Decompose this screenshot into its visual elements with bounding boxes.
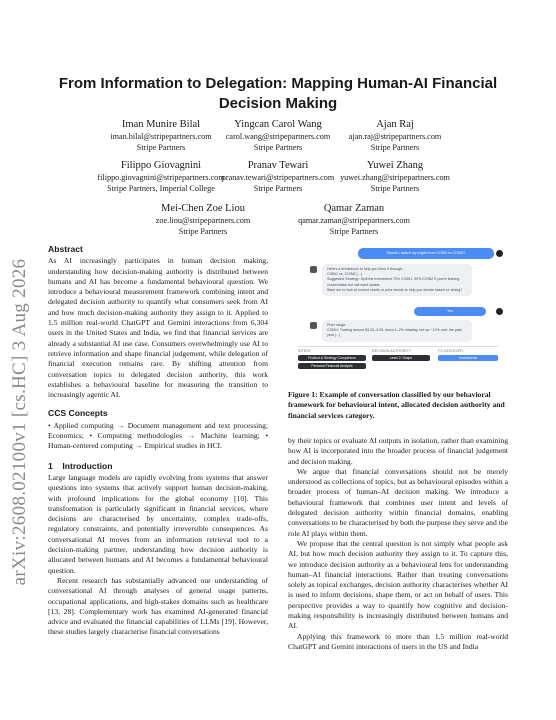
ccs-heading: CCS Concepts — [48, 408, 108, 419]
category-label: FS CATEGORY — [438, 349, 464, 353]
abstract-text: As AI increasingly participates in human decision making, understanding how decision-making authority is distributed between humans and AI has become a fundamental behavioural question. We introduce a behavioural measurement framework combining intent and delegated decision authority to quantify what consumers seek from AI and how much decision-making authority they assign to it. Applied to 1.5 million real-world ChatGPT and Gemini interactions from 6,304 users in the United States and India, we find that financial services are already a substantial AI use case. Consumers overwhelmingly use AI to retrieve information and shape financial judgement, while delegation of financial execution remains rare. By shifting attention from conversation topics to delegated decision authority, this work establishes a behavioural baseline for measuring the transition to increasingly agentic AI. — [48, 256, 268, 400]
author-name: Pranav Tewari — [247, 160, 309, 171]
author-name: Qamar Zaman — [323, 203, 385, 214]
author-affiliation: Stripe Partners — [253, 143, 303, 152]
user-reply-bubble: Yes — [414, 307, 486, 316]
user-icon — [496, 308, 503, 315]
ai-response-line: Here's a breakdown to help you think it through: — [327, 267, 404, 271]
author-block — [264, 202, 444, 237]
author-block — [305, 118, 485, 153]
authority-label: DECISION AUTHORITY — [372, 349, 411, 353]
abstract-heading: Abstract — [48, 244, 83, 254]
intent-tag: Personal Financial Analysis — [298, 363, 366, 369]
ai-response-bubble — [322, 264, 472, 296]
paper-title: From Information to Delegation: Mapping Human-AI Financial Decision Making — [58, 75, 498, 112]
author-name: Yuwei Zhang — [366, 160, 424, 171]
ai-response-line: COIN1 vs. COIN2 (...) — [327, 272, 362, 277]
divider — [298, 346, 498, 347]
intro-paragraph: Recent research has substantially advanced our understanding of conversational AI through analyses of general usage patterns, occupational applications, and high-stakes domains such as healthcare [13, 28]. Complementary work has examined AI-generated financial advice and evaluated the financial capabilities of LLMs [19]. However, these studies largely characterise financial conversations — [48, 575, 268, 637]
bot-icon — [310, 266, 317, 273]
author-affiliation: Stripe Partners — [178, 227, 228, 236]
author-email: filippo.giovagnini@stripepartners.com — [97, 173, 225, 182]
conversation-figure — [288, 244, 508, 372]
author-email: zoe.liou@stripepartners.com — [155, 216, 251, 225]
intent-tag: Product & Strategy Comparison — [298, 355, 366, 361]
intent-label: INTENT — [298, 349, 311, 353]
ai-response-line: Price range — [327, 323, 346, 327]
introduction-heading: 1 Introduction — [48, 460, 113, 471]
author-affiliation: Stripe Partners — [253, 184, 303, 193]
ccs-text: • Applied computing → Document management and text processing; Economics; • Computing methodologies → Machine learning; • Human-centered computing → Empirical studies in HCI. — [48, 420, 268, 451]
author-affiliation: Stripe Partners — [370, 184, 420, 193]
author-email: qamar.zaman@stripepartners.com — [298, 216, 410, 225]
author-name: Mei-Chen Zoe Liou — [161, 203, 245, 214]
author-name: Iman Munire Bilal — [121, 119, 201, 130]
author-email: yuwei.zhang@stripepartners.com — [340, 173, 450, 182]
left-column — [48, 244, 268, 638]
ai-response-line: Want me to look at current charts or price trends to help you decide based on timing? — [327, 287, 463, 292]
author-email: ajan.raj@stripepartners.com — [348, 132, 442, 141]
author-email: carol.wang@stripepartners.com — [225, 132, 331, 141]
author-email: iman.bilal@stripepartners.com — [110, 132, 212, 141]
ai-response-line: Suggested Strategy: Split the investment 70% COIN1, 30% COIN2 if you're leaning conservative but still want upside. — [327, 277, 460, 287]
user-message-bubble: Should I switch my crypto from COIN1 to COIN2? — [358, 248, 494, 259]
body-paragraph: We argue that financial conversations should not be merely understood as collections of topics, but as behavioural episodes within a broader process of human–AI decision making. We introduce a behavioural framework that combines user intent and levels of delegated decision authority within financial domains, enabling conversations to be characterised by both the purpose they serve and the role AI plays within them. — [288, 466, 508, 538]
author-email: pranav.tewari@stripepartners.com — [221, 173, 335, 182]
author-affiliation: Stripe Partners — [370, 143, 420, 152]
body-paragraph: Applying this framework to more than 1.5 million real-world ChatGPT and Gemini interactions of users in the US and India — [288, 631, 508, 651]
ai-response-line: COIN1: Trading around $4.03–4.05, down 1–2% intraday, but up ~12% over the past year (...) — [327, 328, 462, 338]
intro-paragraph: Large language models are rapidly evolving from systems that answer questions into systems that actively support human decision-making, with profound implications for the global economy [10]. This transformation is particularly significant in financial services, where decisions are characterised by uncertainty, complex trade-offs, regulatory constraints, and potentially irreversible consequences. As conversational AI moves from an information retrieval tool to a decision-making partner, understanding how decision authority is allocated between humans and AI becomes a fundamental behavioural question. — [48, 472, 268, 575]
category-tag: Investments — [438, 355, 498, 361]
author-name: Ajan Raj — [376, 119, 414, 130]
body-paragraph: by their topics or evaluate AI outputs in isolation, rather than examining how AI is incorporated into the broader process of financial judgement and decision making. — [288, 436, 508, 466]
author-affiliation: Stripe Partners — [329, 227, 379, 236]
figure-caption: Figure 1: Example of conversation classified by our behavioral framework for behavioural intent, allocated decision authority and financial services category. — [288, 390, 505, 420]
ai-response-bubble — [322, 320, 472, 342]
author-name: Yingcan Carol Wang — [234, 119, 322, 130]
author-block — [305, 159, 485, 194]
author-affiliation: Stripe Partners, Imperial College — [107, 184, 215, 193]
author-affiliation: Stripe Partners — [136, 143, 186, 152]
right-column — [288, 436, 508, 652]
author-name: Filippo Giovagnini — [120, 160, 202, 171]
bot-icon — [310, 322, 317, 329]
user-icon — [496, 250, 503, 257]
body-paragraph: We propose that the central question is not simply what people ask AI, but how much decision authority they assign to it. To capture this, we introduce decision authority as a behavioural lens for understanding human–AI financial interactions. Rather than treating conversations solely as topical exchanges, decision authority characterises whether AI is used to inform decisions, shape them, or act on behalf of users. This perspective provides a way to quantify how cognitive and decision-making responsibility is increasingly distributed between humans and AI. — [288, 538, 508, 631]
authority-tag: Level 2: Shape — [372, 355, 430, 361]
arxiv-identifier: arXiv:2608.02100v1 [cs.HC] 3 Aug 2026 — [9, 258, 30, 586]
